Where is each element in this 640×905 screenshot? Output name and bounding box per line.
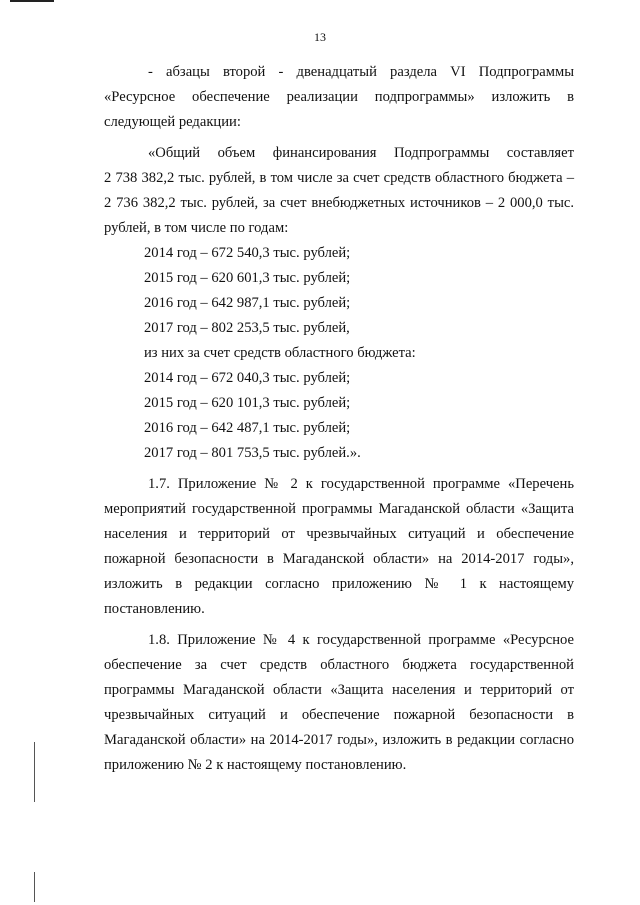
scan-artifact (34, 742, 35, 802)
paragraph (104, 628, 574, 778)
document-text (104, 60, 574, 778)
text-line: - абзацы второй - двенадцатый раздела VI Подпрограммы (148, 64, 574, 80)
text-line: мероприятий государственной программы Магаданской области «Защита (104, 501, 574, 517)
paragraph (104, 472, 574, 622)
text-line: 2017 год – 802 253,5 тыс. рублей, (144, 320, 350, 336)
text-line: пожарной безопасности в Магаданской области» на 2014-2017 годы», (104, 551, 574, 567)
text-line: 1.8. Приложение № 4 к государственной программе «Ресурсное (148, 632, 574, 648)
text-line: следующей редакции: (104, 114, 241, 130)
page-number: 13 (314, 30, 326, 44)
text-line: рублей, в том числе по годам: (104, 220, 289, 236)
text-line: 2016 год – 642 487,1 тыс. рублей; (144, 420, 351, 436)
text-line: 2014 год – 672 040,3 тыс. рублей; (144, 370, 351, 386)
text-line: 2014 год – 672 540,3 тыс. рублей; (144, 245, 351, 261)
text-line: «Ресурсное обеспечение реализации подпрограммы» изложить в (104, 89, 574, 105)
text-line: чрезвычайных ситуаций и обеспечение пожарной безопасности в (104, 707, 574, 723)
text-line: 2016 год – 642 987,1 тыс. рублей; (144, 295, 351, 311)
text-line: 1.7. Приложение № 2 к государственной программе «Перечень (148, 476, 574, 492)
text-line: приложению № 2 к настоящему постановлению. (104, 757, 407, 773)
text-line: 2 736 382,2 тыс. рублей, за счет внебюджетных источников – 2 000,0 тыс. (104, 195, 574, 211)
text-line: обеспечение за счет средств областного бюджета государственной (104, 657, 574, 673)
text-line: 2 738 382,2 тыс. рублей, в том числе за счет средств областного бюджета – (104, 170, 574, 186)
text-line: постановлению. (104, 601, 205, 617)
text-line: 2015 год – 620 601,3 тыс. рублей; (144, 270, 351, 286)
top-rule (10, 0, 54, 2)
text-line: Магаданской области» на 2014-2017 годы», изложить в редакции согласно (104, 732, 574, 748)
text-line: 2015 год – 620 101,3 тыс. рублей; (144, 395, 351, 411)
scan-artifact (34, 872, 35, 902)
text-line: 2017 год – 801 753,5 тыс. рублей.». (144, 445, 361, 461)
paragraph (104, 141, 574, 466)
paragraph (104, 60, 574, 135)
text-line: населения и территорий от чрезвычайных ситуаций и обеспечение (104, 526, 574, 542)
text-line: «Общий объем финансирования Подпрограммы составляет (148, 145, 574, 161)
text-line: из них за счет средств областного бюджета: (144, 345, 416, 361)
text-line: изложить в редакции согласно приложению № 1 к настоящему (104, 576, 574, 592)
text-line: программы Магаданской области «Защита населения и территорий от (104, 682, 574, 698)
